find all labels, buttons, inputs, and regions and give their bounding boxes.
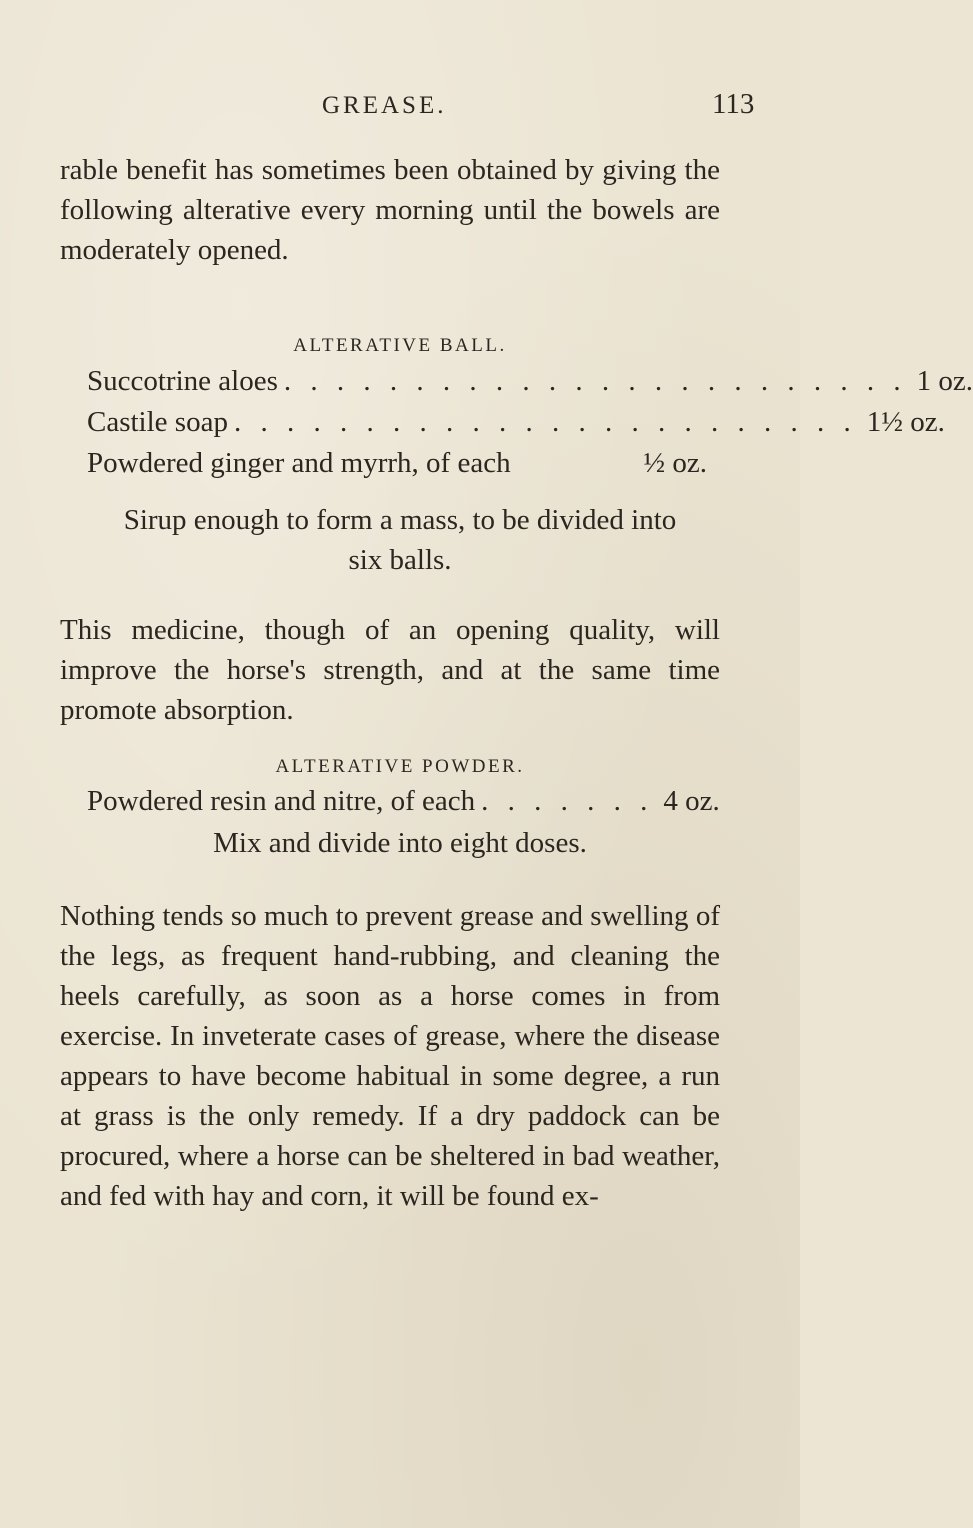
page-header — [0, 88, 800, 132]
recipe-line — [87, 785, 720, 825]
recipe-line — [87, 365, 973, 405]
ball-direction-line: Sirup enough to form a mass, to be divided into — [123, 504, 677, 536]
recipe-ingredient: Succotrine aloes — [87, 365, 278, 397]
recipe-ingredient: Powdered ginger and myrrh, of each — [87, 447, 511, 479]
closing-paragraph: Nothing tends so much to prevent grease and swelling of the legs, as frequent hand-rubbing, and cleaning the heels carefully, as soon as a horse comes in from exercise. In inveterate cases of grease, where the disease appears to have become habitual in some degree, a run at grass is the only remedy. If a dry paddock can be procured, where a horse can be sheltered in bad weather, and fed with hay and corn, it will be found ex- — [60, 900, 720, 1212]
recipe-quantity: 1 oz. — [916, 365, 973, 397]
recipe-ingredient: Castile soap — [87, 406, 228, 438]
alterative-powder-heading: ALTERATIVE POWDER. — [275, 756, 525, 777]
dot-leader: . . . . . . . . . . . . . . . . . . . . . . . . — [283, 365, 907, 397]
middle-paragraph: This medicine, though of an opening quality, will improve the horse's strength, and at the same time promote absorption. — [60, 614, 720, 726]
alterative-ball-heading: ALTERATIVE BALL. — [293, 335, 507, 356]
recipe-line — [87, 447, 707, 487]
dot-leader: . . . . . . . . . . . . . . . . . . . . . . . . — [233, 406, 857, 438]
recipe-ingredient: Powdered resin and nitre, of each — [87, 785, 476, 817]
intro-paragraph: rable benefit has sometimes been obtained by giving the following alterative every morning until the bowels are moderately opened. — [60, 154, 720, 266]
recipe-quantity: ½ oz. — [643, 447, 707, 479]
running-head: GREASE. — [322, 92, 447, 119]
recipe-quantity: 4 oz. — [663, 785, 720, 817]
powder-direction: Mix and divide into eight doses. — [213, 827, 587, 859]
recipe-quantity: 1½ oz. — [866, 406, 945, 438]
recipe-line — [87, 406, 945, 446]
page-number: 113 — [712, 88, 755, 120]
ball-direction-line: six balls. — [348, 544, 452, 576]
dot-leader: . . . . . . . — [481, 785, 654, 817]
